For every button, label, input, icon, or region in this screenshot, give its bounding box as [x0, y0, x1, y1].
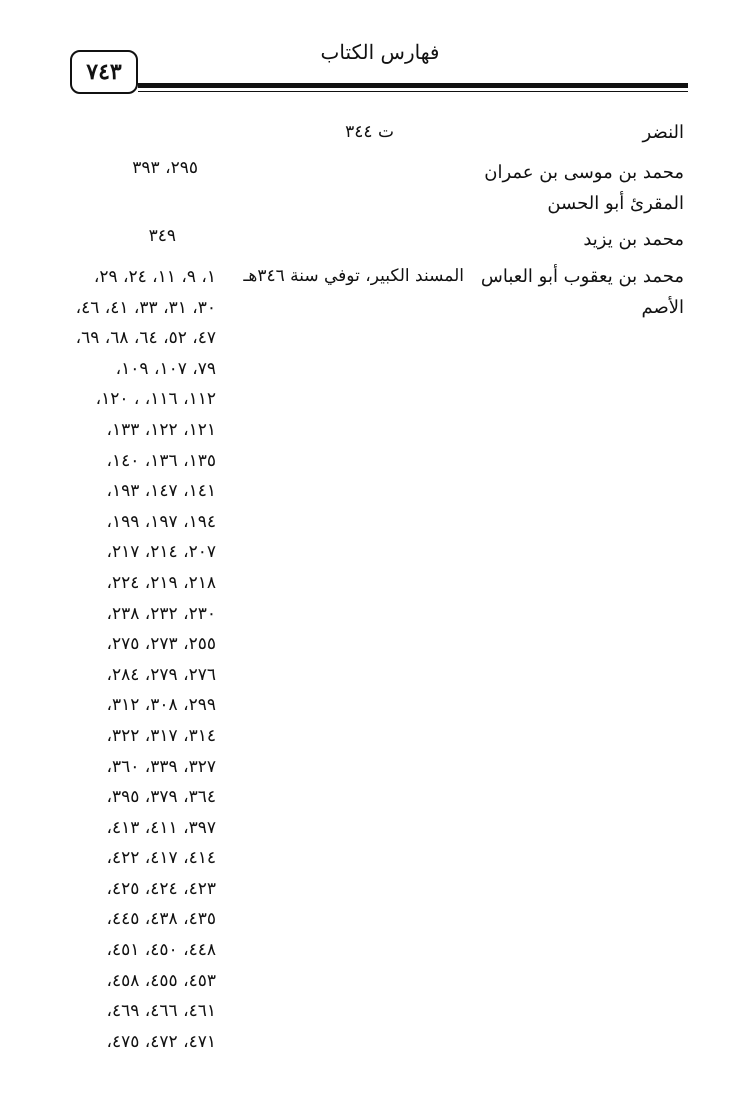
refs-line: ٤٥٣، ٤٥٥، ٤٥٨، [106, 970, 216, 991]
refs-line: ٢٥٥، ٢٧٣، ٢٧٥، [106, 634, 216, 655]
refs-line: ٢٠٧، ٢١٤، ٢١٧، [106, 542, 216, 563]
refs-line: ٣١٤، ٣١٧، ٣٢٢، [106, 725, 216, 746]
refs-line: ٤٢٣، ٤٢٤، ٤٢٥، [106, 878, 216, 899]
refs-line: ١١٢، ١١٦، ، ١٢٠، [95, 389, 216, 410]
refs-line: ٣٢٧، ٣٣٩، ٣٦٠، [106, 756, 216, 777]
refs-line: ١٤١، ١٤٧، ١٩٣، [106, 481, 216, 502]
refs-line: ٢٧٦، ٢٧٩، ٢٨٤، [106, 664, 216, 685]
refs-line: ٤٧، ٥٢، ٦٤، ٦٨، ٦٩، [75, 328, 216, 349]
entry-name-yazid: محمد بن يزيد [583, 229, 684, 250]
refs-line: ٤٧١، ٤٧٢، ٤٧٥، [106, 1031, 216, 1052]
entry-refs-musa: ٢٩٥، ٣٩٣ [132, 158, 198, 178]
header-rule-thin [138, 91, 688, 92]
running-header-title: فهارس الكتاب [320, 40, 440, 64]
entry-note-asam: المسند الكبير، توفي سنة ٣٤٦هـ [243, 266, 464, 286]
refs-line: ٤٣٥، ٤٣٨، ٤٤٥، [106, 909, 216, 930]
refs-line: ٣٩٧، ٤١١، ٤١٣، [106, 817, 216, 838]
header-rule-thick [138, 83, 688, 88]
refs-line: ٤٦١، ٤٦٦، ٤٦٩، [106, 1001, 216, 1022]
entry-name-musa-line2: المقرئ أبو الحسن [547, 193, 684, 214]
refs-line: ٢١٨، ٢١٩، ٢٢٤، [106, 572, 216, 593]
entry-refs-yazid: ٣٤٩ [148, 226, 176, 246]
refs-line: ١٩٤، ١٩٧، ١٩٩، [106, 511, 216, 532]
refs-line: ٢٣٠، ٢٣٢، ٢٣٨، [106, 603, 216, 624]
refs-line: ٤٤٨، ٤٥٠، ٤٥١، [106, 940, 216, 961]
entry-name-nadr: النضر [642, 122, 684, 143]
refs-line: ٢٩٩، ٣٠٨، ٣١٢، [106, 695, 216, 716]
refs-line: ٣٦٤، ٣٧٩، ٣٩٥، [106, 787, 216, 808]
refs-line: ٣٠، ٣١، ٣٣، ٤١، ٤٦، [75, 297, 216, 318]
refs-line: ٧٩، ١٠٧، ١٠٩، [115, 358, 216, 379]
page-number-badge: ٧٤٣ [70, 50, 138, 94]
refs-line: ٤١٤، ٤١٧، ٤٢٢، [106, 848, 216, 869]
entry-name-asam-line2: الأصم [641, 297, 684, 318]
entry-name-musa-line1: محمد بن موسى بن عمران [484, 162, 684, 183]
refs-line: ١٢١، ١٢٢، ١٣٣، [106, 419, 216, 440]
refs-line: ١٣٥، ١٣٦، ١٤٠، [106, 450, 216, 471]
refs-line: ١، ٩، ١١، ٢٤، ٢٩، [93, 267, 216, 287]
entry-note-nadr: ت ٣٤٤ [345, 122, 394, 142]
entry-refs-asam [40, 262, 216, 1057]
entry-name-asam-line1: محمد بن يعقوب أبو العباس [480, 266, 684, 287]
